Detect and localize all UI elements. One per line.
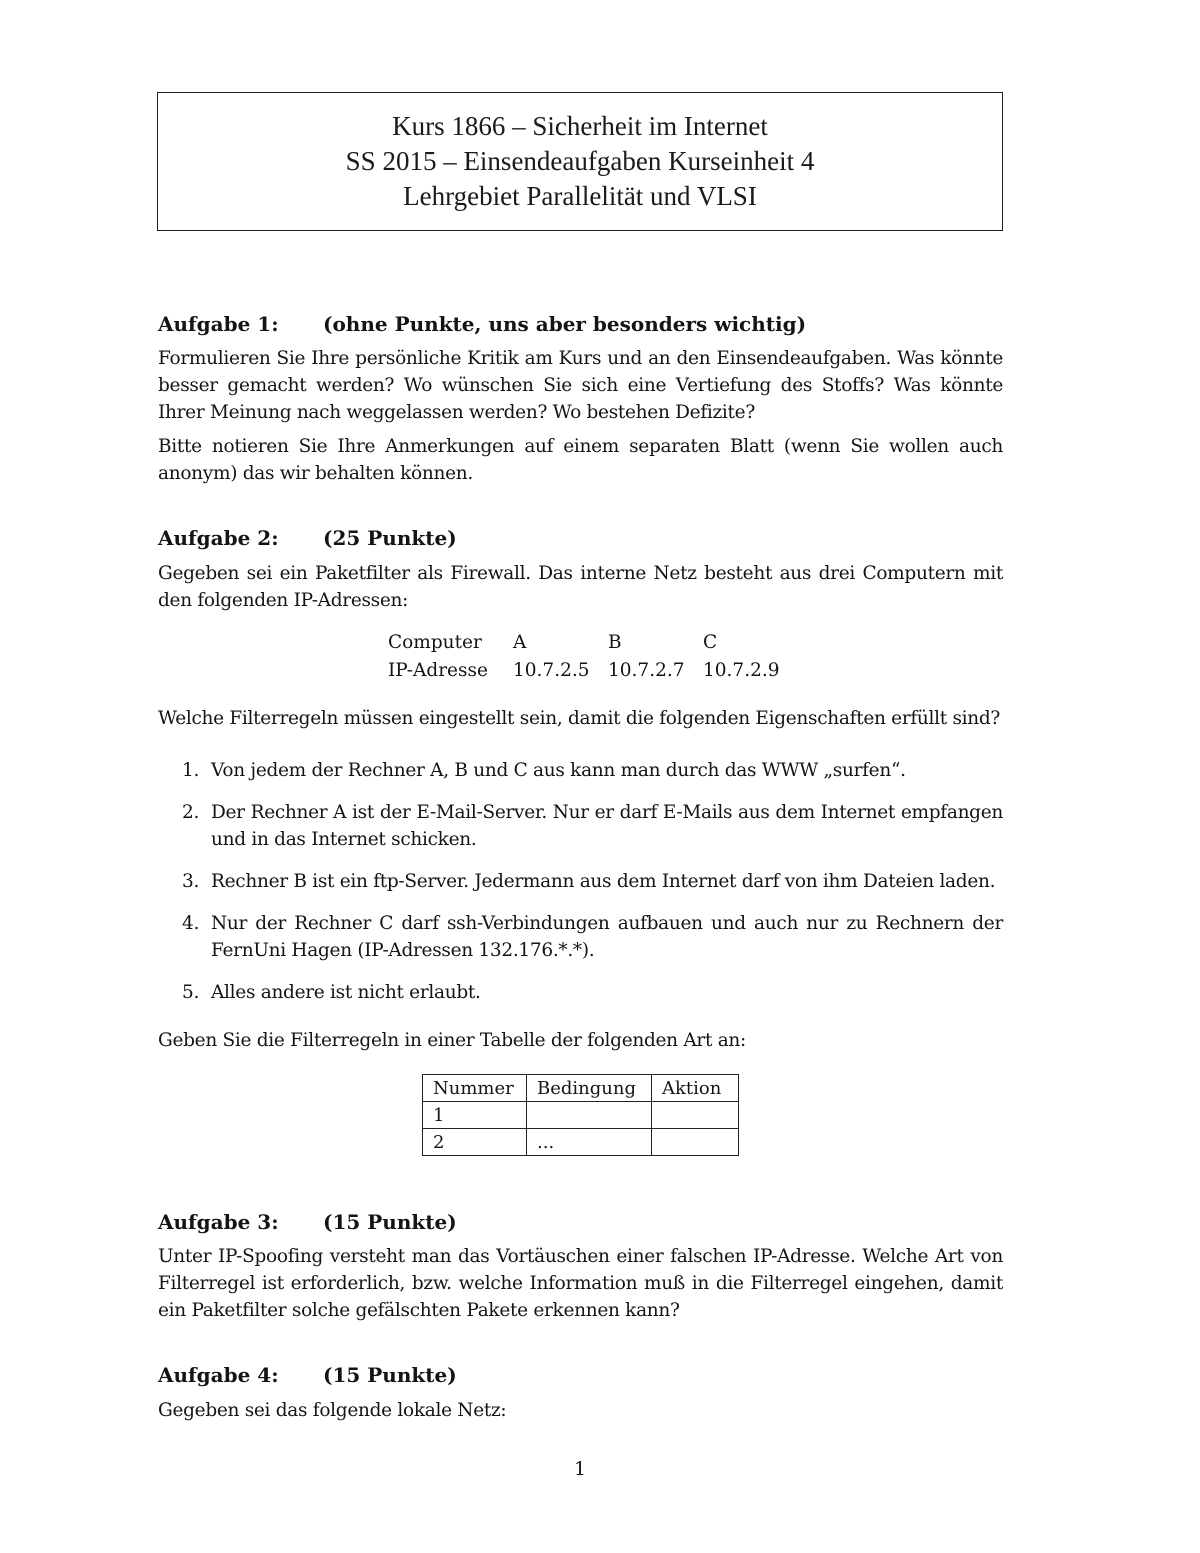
table-cell: 1 <box>423 1102 527 1129</box>
task-4-paragraph: Gegeben sei das folgende lokale Netz: <box>158 1400 507 1421</box>
ip-table-cell: 10.7.2.5 <box>513 660 590 681</box>
list-item <box>158 910 1003 964</box>
list-item <box>158 757 1003 784</box>
task-2-question: Welche Filterregeln müssen eingestellt sein, damit die folgenden Eigenschaften erfüllt sind? <box>158 708 1001 729</box>
table-row <box>423 1102 739 1129</box>
ip-table-cell: 10.7.2.7 <box>608 660 685 681</box>
task-3-title: Aufgabe 3: <box>158 1210 279 1234</box>
task-3-paragraph: Unter IP-Spoofing versteht man das Vortäuschen einer falschen IP-Adresse. Welche Art von Filterregel ist erforderlich, bzw. welche Information muß in die Filterregel eingehen, damit ein Paketfilter solche gefälschten Pakete erkennen kann? <box>158 1246 1003 1321</box>
ip-table-cell: Computer <box>388 632 482 653</box>
list-item-number: 4. <box>182 913 200 934</box>
department-title: Lehrgebiet Parallelität und VLSI <box>403 181 757 211</box>
table-intro: Geben Sie die Filterregeln in einer Tabelle der folgenden Art an: <box>158 1030 746 1051</box>
ip-table-cell: A <box>513 632 527 653</box>
list-item-number: 3. <box>182 871 200 892</box>
list-item-text: Nur der Rechner C darf ssh-Verbindungen aufbauen und auch nur zu Rechnern der FernUni Hagen (IP-Adressen 132.176.*.*). <box>211 913 1003 961</box>
list-item <box>158 979 1003 1006</box>
list-item-text: Der Rechner A ist der E-Mail-Server. Nur er darf E-Mails aus dem Internet empfangen und in das Internet schicken. <box>211 802 1003 850</box>
task-2-heading <box>158 526 457 550</box>
assignment-title: SS 2015 – Einsendeaufgaben Kurseinheit 4 <box>345 146 815 176</box>
list-item-text: Von jedem der Rechner A, B und C aus kann man durch das WWW „surfen“. <box>211 760 906 781</box>
requirements-list <box>158 757 1003 1021</box>
task-1-paragraph-2: Bitte notieren Sie Ihre Anmerkungen auf einem separaten Blatt (wenn Sie wollen auch anonym) das wir behalten können. <box>158 436 1003 484</box>
list-item <box>158 799 1003 853</box>
ip-table-row <box>388 660 780 688</box>
task-1-title: Aufgabe 1: <box>158 312 279 336</box>
ip-table-cell: IP-Adresse <box>388 660 488 681</box>
task-3-points: (15 Punkte) <box>323 1210 457 1234</box>
task-4-points: (15 Punkte) <box>323 1363 457 1387</box>
task-1-paragraph-1: Formulieren Sie Ihre persönliche Kritik am Kurs und an den Einsendeaufgaben. Was könnte besser gemacht werden? Wo wünschen Sie sich eine Vertiefung des Stoffs? Was könnte Ihrer Meinung nach weggelassen werden? Wo bestehen Defizite? <box>158 348 1003 423</box>
table-cell <box>652 1102 739 1129</box>
table-cell <box>527 1102 652 1129</box>
table-header-row <box>423 1075 739 1102</box>
list-item-number: 1. <box>182 760 200 781</box>
list-item-number: 5. <box>182 982 200 1003</box>
list-item-text: Rechner B ist ein ftp-Server. Jedermann aus dem Internet darf von ihm Dateien laden. <box>211 871 996 892</box>
ip-address-table <box>388 632 780 688</box>
ip-table-cell: C <box>703 632 718 653</box>
task-2-intro: Gegeben sei ein Paketfilter als Firewall. Das interne Netz besteht aus drei Computern mit den folgenden IP-Adressen: <box>158 563 1003 611</box>
task-2-title: Aufgabe 2: <box>158 526 279 550</box>
table-row <box>423 1129 739 1156</box>
title-box <box>157 92 1003 231</box>
filter-rule-table <box>422 1074 739 1156</box>
task-4-heading <box>158 1363 457 1387</box>
ip-table-cell: 10.7.2.9 <box>703 660 780 681</box>
table-cell <box>652 1129 739 1156</box>
table-cell: ... <box>527 1129 652 1156</box>
task-1-points: (ohne Punkte, uns aber besonders wichtig) <box>323 312 807 336</box>
column-header: Aktion <box>652 1075 739 1102</box>
task-3-heading <box>158 1210 457 1234</box>
task-1-heading <box>158 312 807 336</box>
list-item-text: Alles andere ist nicht erlaubt. <box>211 982 481 1003</box>
list-item-number: 2. <box>182 802 200 823</box>
task-2-points: (25 Punkte) <box>323 526 457 550</box>
column-header: Nummer <box>423 1075 527 1102</box>
list-item <box>158 868 1003 895</box>
table-cell: 2 <box>423 1129 527 1156</box>
ip-table-cell: B <box>608 632 622 653</box>
ip-table-row <box>388 632 780 660</box>
column-header: Bedingung <box>527 1075 652 1102</box>
page-number: 1 <box>573 1458 587 1480</box>
course-title: Kurs 1866 – Sicherheit im Internet <box>392 111 768 141</box>
task-4-title: Aufgabe 4: <box>158 1363 279 1387</box>
